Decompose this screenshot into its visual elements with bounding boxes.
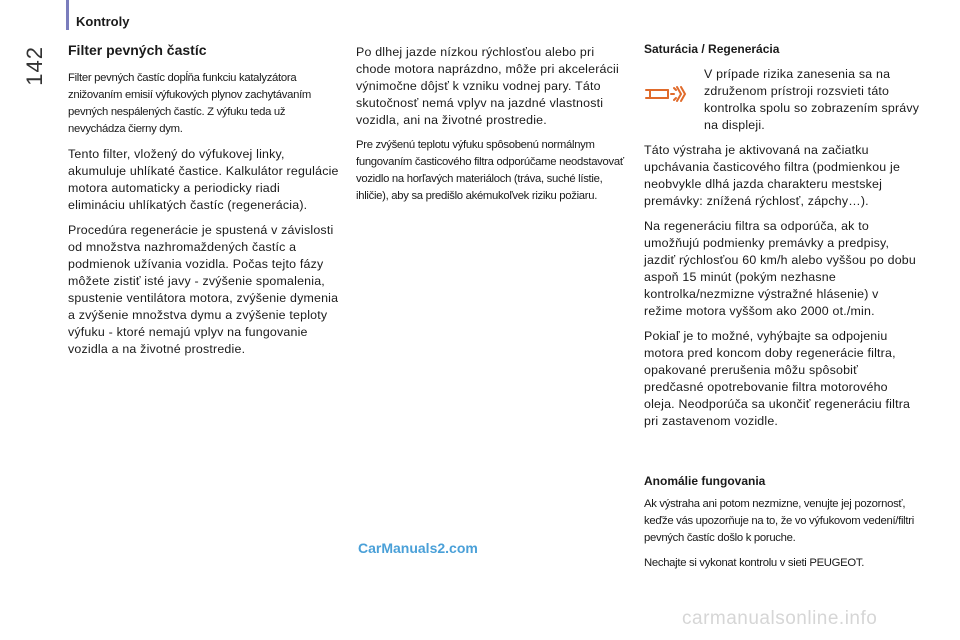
warning-block bbox=[644, 66, 920, 134]
dpf-paragraph-1: Tento filter, vložený do výfukovej linky, akumuluje uhlíkaté častice. Kalkulátor regulácie motora automaticky a periodicky riadi elimináciu uhlíkatých častíc (regenerácia). bbox=[68, 147, 339, 212]
anomaly-title: Anomálie fungovania bbox=[644, 474, 766, 488]
particle-filter-warning-icon bbox=[644, 66, 704, 109]
page-number: 142 bbox=[22, 46, 47, 86]
anomaly-paragraph-2: Nechajte si vykonat kontrolu v sieti PEUGEOT. bbox=[644, 557, 865, 569]
spacer bbox=[644, 438, 920, 474]
vapour-paragraph: Po dlhej jazde nízkou rýchlosťou alebo pri chode motora naprázdno, môže pri akcelerácii výnimočne dôjsť k vzniku vodnej pary. Táto skutočnosť nemá vplyv na jazdné vlastnosti vozidla, ani na životné prostredie. bbox=[356, 45, 619, 127]
section-accent-bar bbox=[66, 0, 69, 30]
fire-risk-paragraph: Pre zvýšenú teplotu výfuku spôsobenú normálnym fungovaním časticového filtra odporúčame neodstavovať vozidlo na horľavých materiáloch (tráva, suché lístie, ihličie), aby sa predišlo akémukoľvek riziku požiaru. bbox=[356, 139, 624, 202]
footer-watermark: carmanualsonline.info bbox=[682, 608, 878, 629]
dpf-paragraph-2: Procedúra regenerácie je spustená v závislosti od množstva nazhromaždených častíc a podmienok užívania vozidla. Počas tejto fázy môžete zistiť isté javy - zvýšenie spomalenia, spustenie ventilátora motora, zvýšenie dymenia a zvýšenie množstva dymu a zvýšenie teploty výfuku - ktoré nemajú vplyv na fungovanie vozidla a na životné prostredie. bbox=[68, 223, 339, 356]
anomaly-paragraph-1: Ak výstraha ani potom nezmizne, venujte jej pozornosť, keďže vás upozorňuje na to, že vo výfukovom vedení/filtri pevných častíc došlo k poruche. bbox=[644, 498, 914, 544]
saturation-paragraph-3: Pokiaľ je to možné, vyhýbajte sa odpojeniu motora pred koncom doby regenerácie filtra, opakované prerušenia môžu spôsobiť predčasné opotrebovanie filtra motorového oleja. Neodporúča sa ukončiť regeneráciu filtra pri zastavenom vozidle. bbox=[644, 329, 911, 428]
dpf-title: Filter pevných častíc bbox=[68, 42, 207, 58]
dpf-intro: Filter pevných častíc dopĺňa funkciu katalyzátora znižovaním emisií výfukových plynov zachytávaním pevných nespálených častíc. Z výfuku teda už nevychádza čierny dym. bbox=[68, 72, 312, 135]
column-3 bbox=[644, 42, 920, 580]
saturation-paragraph-2: Na regeneráciu filtra sa odporúča, ak to umožňujú podmienky premávky a predpisy, jazdiť rýchlosťou 60 km/h alebo vyššou po dobu aspoň 15 minút (pokým nezhasne kontrolka/nezmizne výstražné hlásenie) v režime motora vyššom ako 2000 ot./min. bbox=[644, 219, 916, 318]
column-1 bbox=[68, 42, 340, 366]
column-2 bbox=[356, 42, 628, 213]
warning-text: V prípade rizika zanesenia sa na združenom prístroji rozsvieti táto kontrolka spolu so zobrazením správy na displeji. bbox=[704, 67, 920, 132]
watermark-link[interactable]: CarManuals2.com bbox=[358, 540, 478, 556]
section-title: Kontroly bbox=[76, 14, 130, 29]
saturation-paragraph-1: Táto výstraha je aktivovaná na začiatku upchávania časticového filtra (podmienkou je neobvykle dlhá jazda charakteru mestskej premávky: znížená rýchlosť, zápchy…). bbox=[644, 143, 901, 208]
saturation-title: Saturácia / Regenerácia bbox=[644, 42, 780, 56]
